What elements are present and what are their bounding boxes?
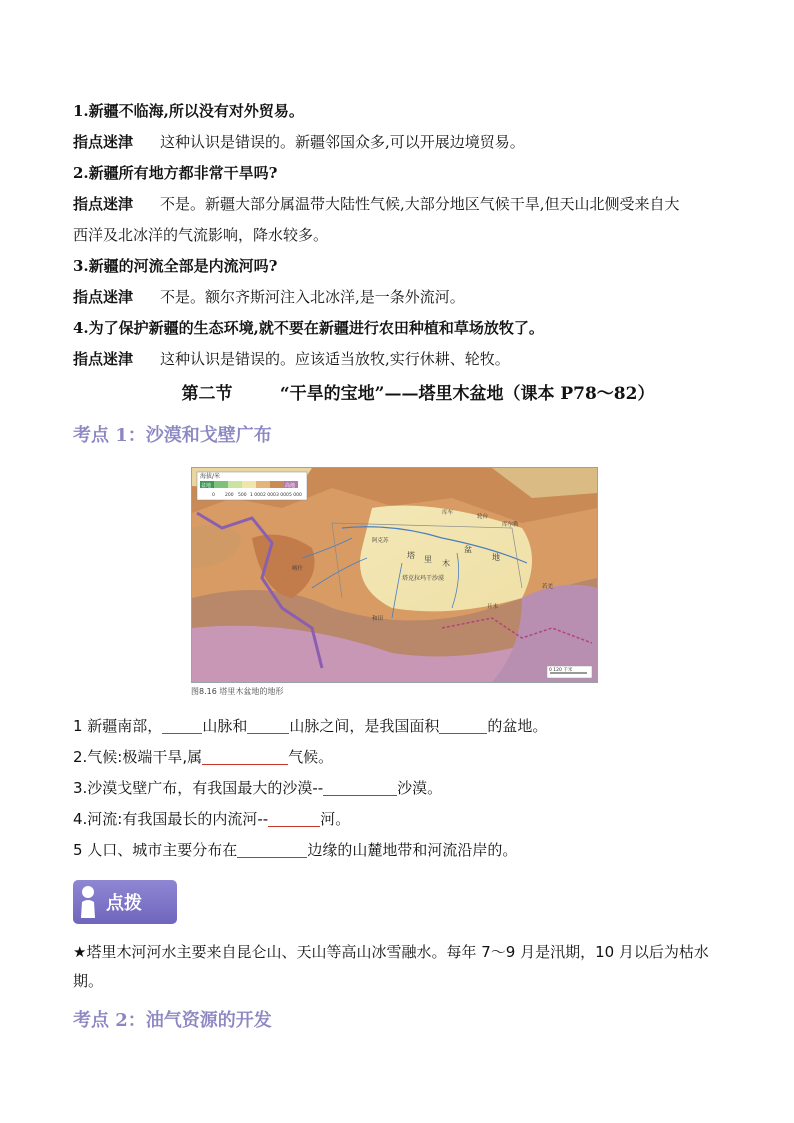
blank-5[interactable]: [323, 779, 397, 796]
fill-text: 的盆地。: [487, 717, 548, 735]
tip-note: ★塔里木河河水主要来自昆仑山、天山等高山冰雪融水。每年 7～9 月是汛期，10 月以后为枯水期。: [73, 943, 709, 990]
map-label-pen: 盆: [464, 545, 472, 554]
map-label-korla: 库尔勒: [502, 522, 519, 528]
kaodian-2-heading: 考点 2：油气资源的开发: [73, 1010, 272, 1031]
map-label-desert: 塔克拉玛干沙漠: [402, 575, 445, 582]
map-label-qiemo: 且末: [487, 604, 499, 610]
hint-4: [73, 344, 723, 375]
blank-1[interactable]: [162, 717, 202, 734]
fill-line-5: [73, 835, 723, 866]
legend-tick: 200: [225, 493, 234, 498]
fill-in-exercise: [73, 711, 723, 866]
fill-text: 山脉和: [202, 717, 248, 735]
section-name: “干旱的宝地”——塔里木盆地（课本 P78～82）: [279, 384, 655, 404]
blank-6[interactable]: [268, 810, 320, 827]
fill-text: 1 新疆南部，: [73, 717, 163, 735]
legend-tick: 5 000: [289, 493, 302, 498]
person-icon: [77, 884, 99, 920]
map-label-kashgar: 喀什: [292, 566, 304, 572]
fill-text: 5 人口、城市主要分布在: [73, 841, 238, 859]
map-label-luntai: 轮台: [477, 514, 489, 520]
document-page: [73, 96, 723, 1038]
legend-low: 盆地: [201, 483, 212, 489]
hint-1: [73, 127, 723, 158]
fill-text: 山脉之间，是我国面积: [289, 717, 440, 735]
tip-badge: [73, 880, 177, 924]
map-label-hotan: 和田: [372, 616, 384, 622]
fill-text: 河。: [320, 810, 351, 828]
hint-text: 这种认识是错误的。新疆邻国众多,可以开展边境贸易。: [160, 133, 525, 151]
blank-7[interactable]: [237, 841, 307, 858]
tarim-basin-map: [191, 467, 598, 683]
question-2: 2.新疆所有地方都非常干旱吗?: [73, 164, 278, 182]
blank-2[interactable]: [247, 717, 289, 734]
question-4: 4.为了保护新疆的生态环境,就不要在新疆进行农田种植和草场放牧了。: [73, 319, 544, 337]
hint-label: 指点迷津: [73, 195, 134, 213]
map-label-li: 里: [424, 555, 432, 564]
section-number: 第二节: [181, 384, 233, 404]
map-label-kuche: 库车: [442, 510, 454, 516]
hint-2: [73, 189, 723, 220]
legend-tick: 0: [212, 493, 215, 498]
legend-tick: 2 000: [263, 493, 276, 498]
blank-3[interactable]: [439, 717, 487, 734]
blank-4[interactable]: [202, 748, 288, 765]
map-label-ruoqiang: 若羌: [542, 584, 554, 590]
question-1: 1.新疆不临海,所以没有对外贸易。: [73, 102, 304, 120]
hint-3: [73, 282, 723, 313]
map-scale: 0 120 千米: [549, 668, 573, 673]
legend-high: 高地: [285, 483, 296, 489]
hint-text: 不是。新疆大部分属温带大陆性气候,大部分地区气候干旱,但天山北侧受来自大: [160, 195, 680, 213]
map-label-di: 地: [492, 553, 500, 562]
fill-text: 气候。: [288, 748, 334, 766]
fill-text: 4.河流:有我国最长的内流河--: [73, 810, 269, 828]
section-title: [113, 377, 723, 411]
legend-tick: 500: [238, 493, 247, 498]
hint-label: 指点迷津: [73, 350, 134, 368]
question-3: 3.新疆的河流全部是内流河吗?: [73, 257, 278, 275]
fill-text: 3.沙漠戈壁广布，有我国最大的沙漠--: [73, 779, 324, 797]
map-graphic: [192, 468, 597, 682]
hint-text: 不是。额尔齐斯河注入北冰洋,是一条外流河。: [160, 288, 465, 306]
fill-line-4: [73, 804, 723, 835]
map-label-mu: 木: [442, 559, 450, 568]
map-label-aksu: 阿克苏: [372, 538, 389, 544]
hint-label: 指点迷津: [73, 133, 134, 151]
fill-line-2: [73, 742, 723, 773]
legend-tick: 3 000: [276, 493, 289, 498]
legend-tick: 1 000: [250, 493, 263, 498]
map-caption: 图8.16 塔里木盆地的地形: [191, 687, 284, 696]
fill-text: 2.气候:极端干旱,属: [73, 748, 203, 766]
fill-line-3: [73, 773, 723, 804]
fill-line-1: [73, 711, 723, 742]
fill-text: 边缘的山麓地带和河流沿岸的。: [307, 841, 518, 859]
hint-text: 这种认识是错误的。应该适当放牧,实行休耕、轮牧。: [160, 350, 510, 368]
hint-label: 指点迷津: [73, 288, 134, 306]
map-label-ta: 塔: [407, 551, 415, 560]
fill-text: 沙漠。: [397, 779, 443, 797]
kaodian-1-heading: 考点 1：沙漠和戈壁广布: [73, 425, 272, 446]
tip-badge-label: 点拨: [106, 893, 142, 914]
hint-2-continued: 西洋及北冰洋的气流影响，降水较多。: [73, 226, 329, 244]
legend-title: 海拔/米: [200, 473, 221, 480]
terrain-map-figure: [191, 467, 600, 697]
